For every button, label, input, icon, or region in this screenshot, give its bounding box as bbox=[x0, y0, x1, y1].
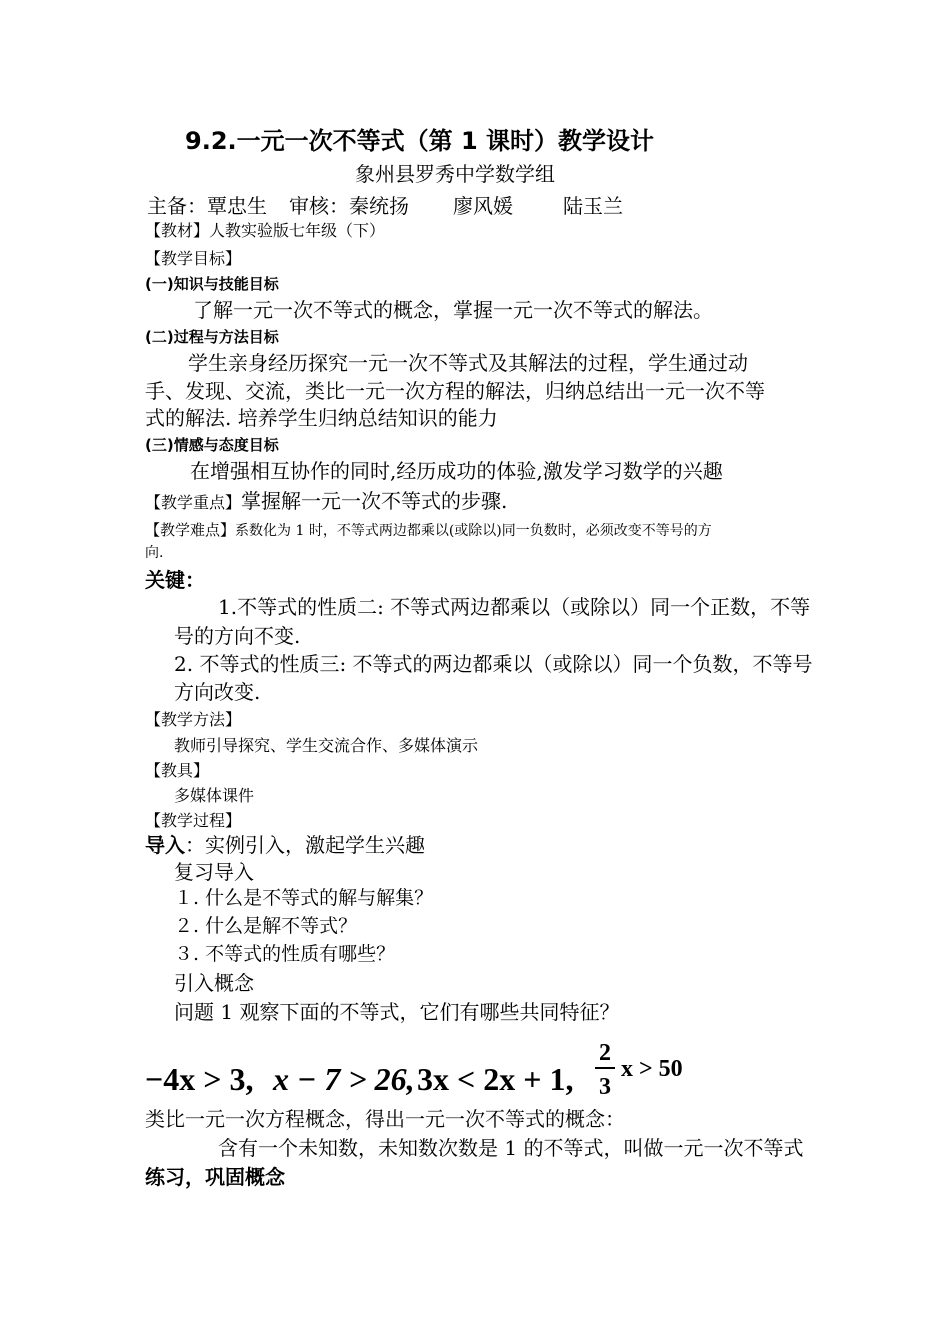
document-title: 9.2.一元一次不等式（第 1 课时）教学设计 bbox=[185, 127, 655, 155]
tools-header: 【教具】 bbox=[145, 761, 210, 780]
difficulty-label: 【教学难点】 bbox=[145, 521, 236, 539]
authors-line bbox=[147, 196, 623, 216]
practice-heading: 练习，巩固概念 bbox=[145, 1165, 285, 1189]
inequality-4: x > 50 bbox=[621, 1056, 683, 1082]
reviewer-3: 陆玉兰 bbox=[563, 194, 623, 218]
formula-svg bbox=[145, 1032, 705, 1102]
goal-2-label: (二)过程与方法目标 bbox=[145, 328, 279, 346]
question-1: １. 什么是不等式的解与解集？ bbox=[174, 887, 434, 909]
method-header: 【教学方法】 bbox=[145, 710, 242, 729]
key-item-2-line-1: 2. 不等式的性质三: 不等式的两边都乘以（或除以）同一个负数，不等号 bbox=[174, 652, 813, 676]
fraction-denominator: 3 bbox=[599, 1074, 611, 1100]
lead-author: 覃忠生 bbox=[207, 194, 267, 218]
intro-text: ：实例引入，激起学生兴趣 bbox=[185, 833, 425, 857]
goals-header: 【教学目标】 bbox=[145, 249, 242, 268]
intro-line bbox=[145, 835, 425, 855]
review-label: 审核： bbox=[289, 194, 349, 218]
difficulty-line-1 bbox=[145, 522, 712, 538]
question-3: ３. 不等式的性质有哪些？ bbox=[174, 943, 396, 965]
goal-3-label: (三)情感与态度目标 bbox=[145, 436, 279, 454]
goal-1-label: (一)知识与技能目标 bbox=[145, 275, 279, 293]
keys-label: 关键： bbox=[145, 568, 205, 592]
inequality-formula bbox=[145, 1032, 705, 1102]
reviewer-1: 秦统扬 bbox=[349, 194, 409, 218]
process-header: 【教学过程】 bbox=[145, 811, 242, 830]
textbook-line: 【教材】人教实验版七年级（下） bbox=[145, 221, 386, 240]
inequality-3: 3x < 2x + 1, bbox=[417, 1061, 574, 1097]
fraction-inequality bbox=[595, 1040, 683, 1100]
key-point-text: 掌握解一元一次不等式的步骤. bbox=[241, 489, 508, 513]
key-point-label: 【教学重点】 bbox=[145, 493, 242, 512]
review-intro: 复习导入 bbox=[174, 860, 254, 884]
goal-1-text: 了解一元一次不等式的概念，掌握一元一次不等式的解法。 bbox=[193, 298, 713, 322]
goal-2-text-1: 学生亲身经历探究一元一次不等式及其解法的过程，学生通过动 bbox=[188, 351, 748, 375]
inequality-2: x − 7 > 26, bbox=[273, 1061, 415, 1097]
lead-label: 主备： bbox=[147, 194, 207, 218]
tools-text: 多媒体课件 bbox=[174, 786, 255, 805]
intro-label: 导入 bbox=[145, 833, 185, 857]
concept-intro: 引入概念 bbox=[174, 971, 254, 995]
reviewer-2: 廖风媛 bbox=[453, 194, 513, 218]
definition-line: 含有一个未知数，未知数次数是 1 的不等式，叫做一元一次不等式 bbox=[218, 1136, 804, 1160]
key-point-line bbox=[145, 491, 507, 511]
goal-2-text-2: 手、发现、交流，类比一元一次方程的解法，归纳总结出一元一次不等 bbox=[145, 379, 765, 403]
fraction-numerator: 2 bbox=[599, 1040, 611, 1066]
key-item-2-line-2: 方向改变. bbox=[174, 680, 261, 704]
analogy-line: 类比一元一次方程概念，得出一元一次不等式的概念： bbox=[145, 1107, 625, 1131]
school-name: 象州县罗秀中学数学组 bbox=[355, 162, 555, 186]
key-item-1-line-2: 号的方向不变. bbox=[174, 624, 301, 648]
question-2: ２. 什么是解不等式？ bbox=[174, 915, 358, 937]
goal-2-text-3: 式的解法. 培养学生归纳总结知识的能力 bbox=[145, 406, 498, 430]
inequality-1: −4x > 3, bbox=[145, 1061, 254, 1097]
difficulty-text-2: 向. bbox=[145, 545, 164, 561]
key-item-1-line-1: 1.不等式的性质二: 不等式两边都乘以（或除以）同一个正数，不等 bbox=[218, 595, 811, 619]
difficulty-text-1: 系数化为 1 时，不等式两边都乘以(或除以)同一负数时，必须改变不等号的方 bbox=[235, 523, 712, 539]
problem-1: 问题 1 观察下面的不等式，它们有哪些共同特征？ bbox=[174, 1000, 620, 1024]
method-text: 教师引导探究、学生交流合作、多媒体演示 bbox=[174, 736, 479, 755]
goal-3-text: 在增强相互协作的同时,经历成功的体验,激发学习数学的兴趣 bbox=[190, 459, 723, 483]
